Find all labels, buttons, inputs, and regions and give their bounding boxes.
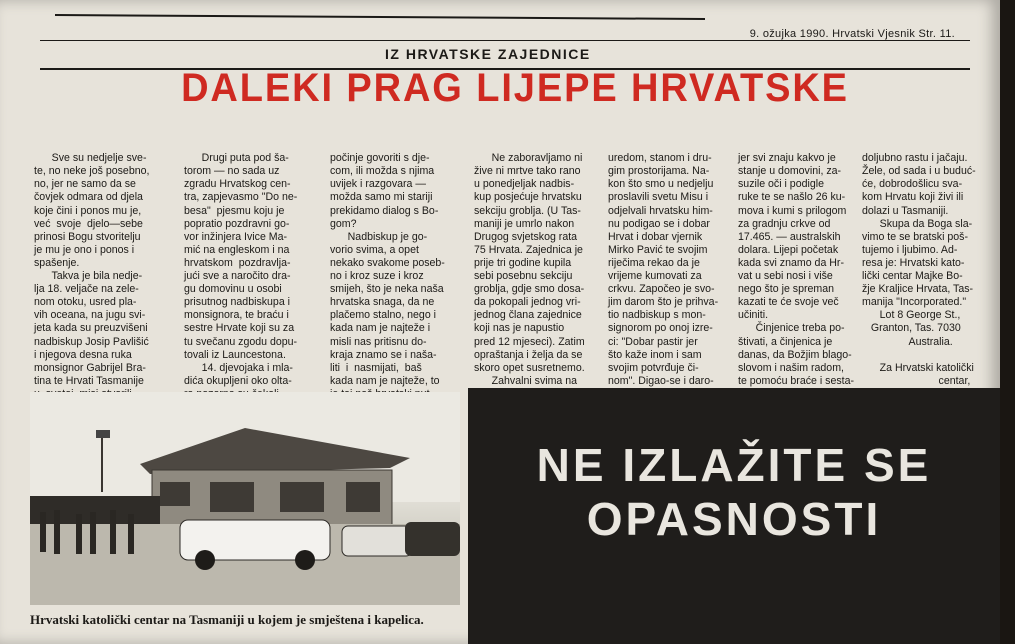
- column-text: Ne zaboravljamo ni žive ni mrtve tako rano u ponedjeljak nadbis- kup posjećuje hrvatsku sekciju groblja. (U Tas- maniji je umrlo nakon Drugog svjetskog rata 75 Hrvata. Zajednica je prije tri godine kupila sebi posebnu sekciju groblja, gdje smo dosa- da pokopali jednog vri- jednog člana zajednice koji nas je napustio pred 12 mjeseci). Zatim opraštanja i želja da se skoro opet susretnemo. Zahvalni svima na: [474, 152, 585, 387]
- building-illustration: [30, 392, 460, 605]
- center-photo: [30, 392, 460, 605]
- top-rule-right: [40, 40, 970, 41]
- page-folio: 9. ožujka 1990. Hrvatski Vjesnik Str. 11.: [749, 28, 955, 40]
- column-text: Drugi puta pod ša- torom — no sada uz zgradu Hrvatskog cen- tra, zapjevasmo "Do ne- besa" pjesmu koju je popratio pozdravni go- vor inžinjera Ivice Ma- mić na engleskom i na hrvatskom pozdravlja- jući sve a naročito dra- gu domovinu u osobi prisutnog nadbiskupa i monsignora, te braću i sestre Hrvate koji su za tu svečanu zgodu dopu- tovali iz Launcestona. 14. djevojaka i mla- dića okupljeni oko olta-: [184, 152, 298, 387]
- column-text: jer svi znaju kakvo je stanje u domovini, za- suzile oči i podigle ruke te se našlo 26 ku- mova i kumi s prilogom za gradnju crkve od 17.465. — australskih dolara. Lijepi početak kada svi znamo da Hr- vat u sebi nosi i više nego što je spreman kazati te će svoje več učiniti. Činjenice treba po- štivati, a činjenica je danas, da Božjim blago- slovom i našim radom, te pomoću braće i sesta-: [738, 152, 854, 387]
- column-text: Sve su nedjelje sve- te, no neke još posebno, no, jer ne samo da se čovjek odmara od djela koje čini i ponos mu je, već svoje djelo—sebe prinosi Bogu stvoritelju je mu je ono i ponos i spašenje. Takva je bila nedje- lja 18. veljače na zele- nom otoku, usred pla- vih oceana, na jugu svi- jeta kada su preuzvišeni nadbiskup Josip Pavlišić i njegova desna ruka monsignor Gabrijel Bra- tina te Hrvati Tasmanije: [34, 152, 150, 387]
- column-text: počinje govoriti s dje- com, ili možda s njima uvijek i razgovara — možda samo mi stariji prekidamo dialog s Bo- gom? Nadbiskup je go- vorio svima, a opet nekako svakome poseb- no i kroz suze i kroz smijeh, što je neka naša hrvatska snaga, da ne plačemo stalno, nego i kada nam je najteže i misli nas pritisnu do- kraja znamo se i naša- liti i nasmijati, baš kada nam je najteže, to: [330, 152, 445, 387]
- column-text: doljubno rastu i jačaju. Žele, od sada i u buduć- će, dobrodošlicu sva- kom Hrvatu koji živi ili dolazi u Tasmaniji. Skupa da Boga sla- vimo te se bratski poš- tujemo i ljubimo. Ad- resa je: Hrvatski kato- lički centar Majke Bo- žje Kraljice Hrvata, Tas- manija "Incorporated." Lot 8 George St., Granton, Tas. 7030 Australia. Za Hrvatski katolički centar,: [862, 152, 976, 387]
- ad-line-2: OPASNOSTI: [586, 493, 882, 545]
- advertisement: [468, 388, 1000, 644]
- top-rule-left: [55, 14, 705, 20]
- column-text: uredom, stanom i dru- gim prostorijama. Na- kon što smo u nedjelju proslavili svetu Misu i odjelvali hrvatsku him- nu podigao se i dobar Hrvat i dobar vjernik Mirko Pavić te svojim riječima rekao da je vrijeme kumovati za crkvu. Započeo je svo- jim darom što je prihva- tio nadbiskup s mon- signorom po onoj izre- ci: "Dobar pastir jer što kaže inom i sam svojim potvrđuje či- nom". Digao-se i daro-: [608, 152, 719, 387]
- article-headline: DALEKI PRAG LIJEPE HRVATSKE: [181, 66, 849, 110]
- photo-caption: Hrvatski katolički centar na Tasmaniji u kojem je smještena i kapelica.: [30, 612, 424, 627]
- ad-line-1: NE IZLAŽITE SE: [536, 439, 932, 491]
- section-title: IZ HRVATSKE ZAJEDNICE: [385, 46, 591, 62]
